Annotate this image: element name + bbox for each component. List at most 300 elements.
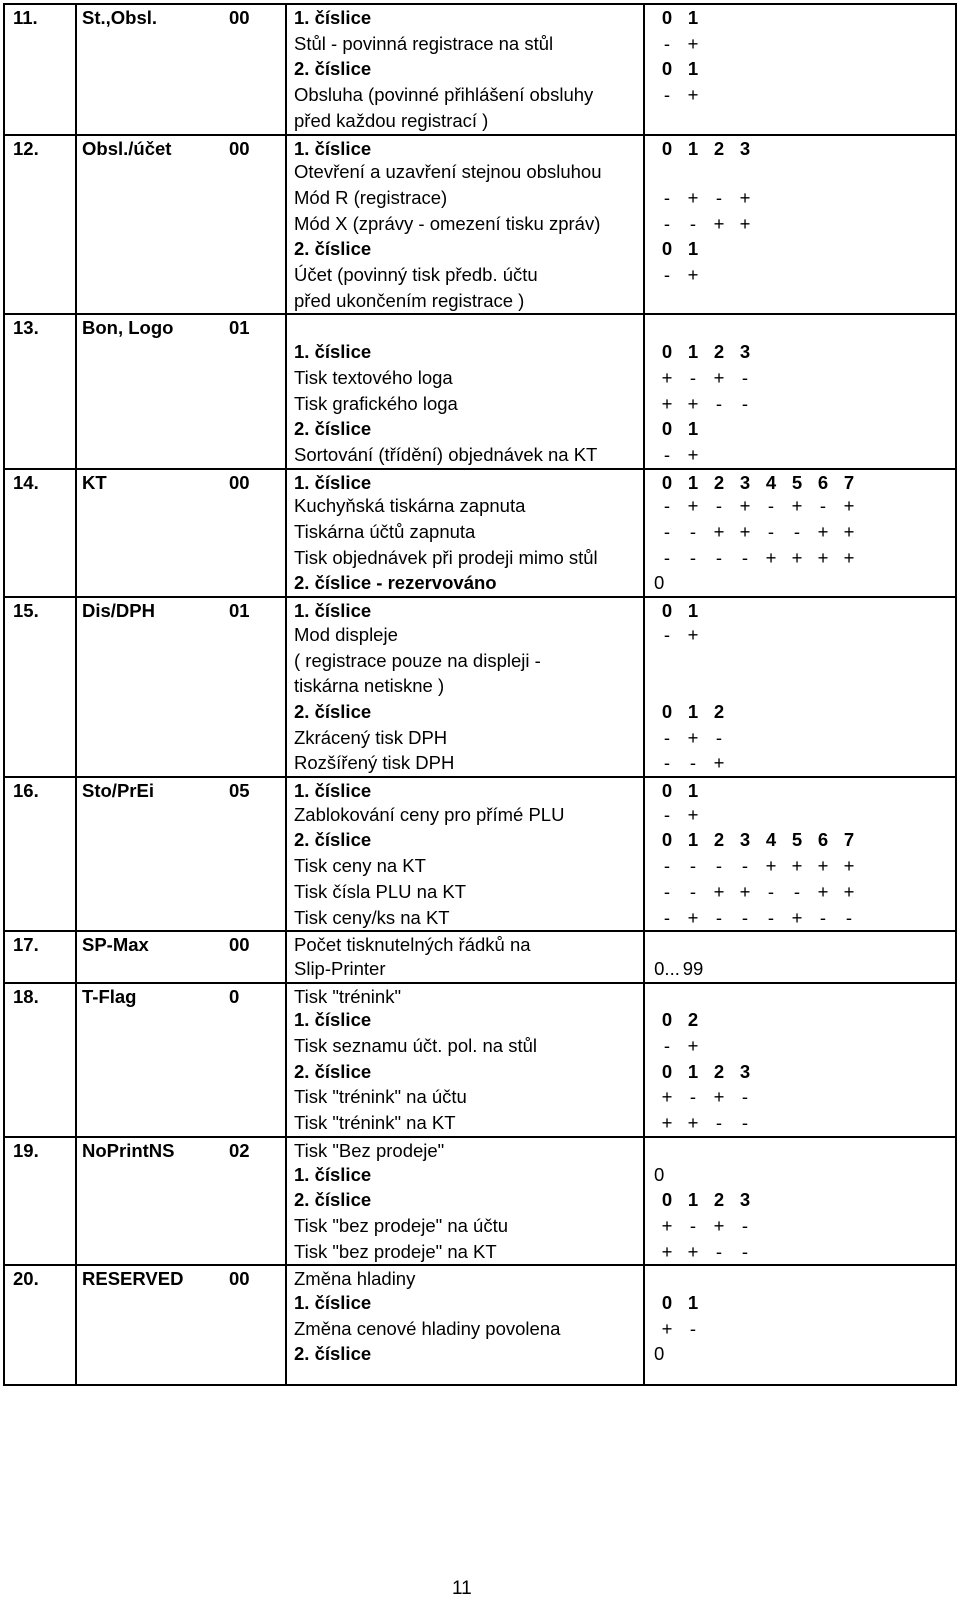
value-token: +: [687, 1035, 699, 1056]
value-token: -: [767, 906, 775, 928]
value-token: +: [687, 443, 699, 465]
value-token: 0: [661, 829, 673, 851]
value-token: 1: [687, 238, 699, 260]
setting-description: 1. číslice: [294, 600, 372, 622]
setting-description: 1. číslice: [294, 341, 372, 363]
setting-description: Mód R (registrace): [294, 186, 448, 208]
value-token: 2: [713, 1189, 725, 1211]
setting-number: [13, 905, 49, 931]
setting-description: Tisk textového loga: [294, 366, 453, 388]
value-token: +: [739, 880, 751, 902]
setting-number: 15.: [13, 600, 39, 622]
setting-name: Obsl./účet: [82, 137, 172, 159]
value-token: +: [713, 1214, 725, 1236]
value-token: -: [715, 495, 723, 517]
table-row: [5, 725, 955, 751]
setting-number: [13, 648, 49, 674]
setting-values: [654, 1290, 706, 1316]
value-token: -: [689, 546, 697, 568]
setting-values: [654, 1084, 758, 1110]
setting-name: KT: [82, 471, 107, 493]
setting-number: [13, 802, 49, 828]
value-token: +: [713, 880, 725, 902]
value-token: -: [689, 212, 697, 234]
value-token: +: [739, 495, 751, 517]
setting-description: 2. číslice: [294, 1189, 372, 1211]
setting-number: [13, 56, 49, 82]
table-row: [5, 1290, 955, 1316]
table-row: [5, 31, 955, 57]
value-token: 1: [687, 829, 699, 851]
setting-description: Tisk "trénink" na KT: [294, 1112, 456, 1134]
setting-description: Mod displeje: [294, 623, 398, 645]
value-token: -: [663, 803, 671, 825]
setting-number: [13, 339, 49, 365]
value-token: -: [741, 546, 749, 568]
setting-description: Sortování (třídění) objednávek na KT: [294, 443, 598, 465]
setting-code: 01: [229, 600, 250, 622]
value-token: +: [739, 521, 751, 542]
setting-values: [654, 750, 732, 776]
value-token: -: [715, 855, 723, 877]
setting-description: 2. číslice: [294, 238, 372, 260]
value-token: +: [687, 32, 699, 54]
table-row: [5, 1033, 955, 1059]
setting-description: před ukončením registrace ): [294, 289, 525, 311]
setting-description: Změna cenové hladiny povolena: [294, 1317, 561, 1339]
setting-values: [654, 1110, 758, 1136]
table-row: [5, 570, 955, 596]
value-token: +: [687, 264, 699, 285]
table-row: [5, 648, 955, 674]
settings-table: [3, 3, 957, 1386]
setting-number: [13, 622, 49, 648]
setting-number: [13, 493, 49, 519]
setting-code: 00: [229, 7, 250, 28]
table-row: [5, 211, 955, 237]
value-token: +: [661, 1240, 673, 1262]
value-token: 2: [713, 471, 725, 493]
value-token: 0: [661, 1060, 673, 1082]
value-token: 0: [661, 418, 673, 440]
value-token: 0: [661, 1292, 673, 1313]
setting-values: [654, 545, 862, 571]
table-row: [5, 776, 955, 802]
table-row: [5, 262, 955, 288]
table-row: [5, 750, 955, 776]
value-token: -: [793, 880, 801, 902]
value-token: +: [817, 521, 829, 542]
value-token: +: [791, 855, 803, 877]
setting-number: [13, 391, 49, 417]
value-token: 5: [791, 471, 803, 493]
setting-values: [654, 905, 862, 931]
value-token: +: [791, 906, 803, 928]
value-token: -: [741, 855, 749, 877]
value-token: 1: [687, 471, 699, 493]
value-token: -: [741, 1112, 749, 1134]
value-token: +: [765, 855, 777, 877]
table-row: [5, 1059, 955, 1085]
value-token: 6: [817, 829, 829, 851]
value-token: 1: [687, 1292, 699, 1313]
value-token: +: [843, 855, 855, 877]
value-token: +: [713, 752, 725, 774]
value-token: 3: [739, 341, 751, 363]
value-token: +: [687, 623, 699, 645]
setting-description: 1. číslice: [294, 1292, 372, 1313]
setting-values: [654, 853, 862, 879]
value-token: 7: [843, 829, 855, 851]
value-token: -: [819, 495, 827, 517]
setting-number: [13, 1239, 49, 1265]
value-token: -: [663, 521, 671, 542]
table-row: [5, 56, 955, 82]
value-token: -: [741, 1214, 749, 1236]
value-token: 1: [687, 58, 699, 80]
setting-number: 11.: [13, 7, 38, 28]
setting-number: [13, 108, 49, 134]
table-row: [5, 596, 955, 622]
value-token: +: [687, 392, 699, 414]
setting-values: [654, 827, 862, 853]
value-token: -: [689, 521, 697, 542]
value-token: +: [713, 1086, 725, 1108]
value-token: 3: [739, 137, 751, 159]
table-row: [5, 1316, 955, 1342]
value-token: +: [791, 495, 803, 517]
table-row: [5, 1264, 955, 1290]
setting-values: 0: [654, 1343, 665, 1365]
setting-description: 2. číslice: [294, 829, 372, 851]
setting-values: [654, 391, 758, 417]
table-row: [5, 416, 955, 442]
value-token: -: [715, 1240, 723, 1262]
setting-number: 14.: [13, 471, 39, 493]
value-token: +: [687, 495, 699, 517]
setting-values: [654, 1316, 706, 1342]
setting-number: [13, 699, 49, 725]
table-row: [5, 468, 955, 494]
setting-number: [13, 236, 49, 262]
setting-description: Tisk "trénink": [294, 985, 402, 1007]
value-token: -: [793, 521, 801, 542]
value-token: 1: [687, 137, 699, 159]
setting-number: 18.: [13, 985, 39, 1007]
value-token: 6: [817, 471, 829, 493]
value-token: +: [739, 186, 751, 208]
value-token: -: [663, 906, 671, 928]
table-row: [5, 956, 955, 982]
setting-values: [654, 956, 706, 982]
value-token: 0: [661, 1189, 673, 1211]
setting-number: [13, 570, 49, 596]
setting-description: Tisk ceny/ks na KT: [294, 906, 450, 928]
setting-code: 01: [229, 317, 250, 339]
value-token: 0: [661, 700, 673, 722]
value-token: +: [687, 84, 699, 106]
setting-description: Zkrácený tisk DPH: [294, 726, 448, 748]
value-token: +: [713, 521, 725, 542]
setting-code: 00: [229, 137, 250, 159]
setting-description: Rozšířený tisk DPH: [294, 752, 455, 774]
setting-values: 0: [654, 1163, 665, 1185]
setting-values: [654, 519, 862, 545]
value-token: 0: [661, 471, 673, 493]
setting-number: [13, 956, 49, 982]
value-token: +: [843, 495, 855, 517]
table-row: [5, 827, 955, 853]
table-row: [5, 699, 955, 725]
value-token: -: [819, 906, 827, 928]
value-token: 2: [687, 1009, 699, 1031]
table-row: [5, 1239, 955, 1265]
setting-description: 1. číslice: [294, 1009, 372, 1031]
setting-name: RESERVED: [82, 1268, 184, 1290]
setting-number: [13, 1341, 49, 1367]
table-row: [5, 82, 955, 108]
setting-number: [13, 545, 49, 571]
setting-number: 19.: [13, 1139, 39, 1161]
value-token: 3: [739, 1060, 751, 1082]
value-token: 2: [713, 700, 725, 722]
table-row: [5, 545, 955, 571]
value-token: -: [715, 186, 723, 208]
setting-number: [13, 853, 49, 879]
setting-description: Otevření a uzavření stejnou obsluhou: [294, 161, 602, 183]
value-token: 0: [661, 238, 673, 260]
setting-description: 2. číslice: [294, 58, 372, 80]
table-row: [5, 159, 955, 185]
value-token: 2: [713, 1060, 725, 1082]
setting-number: 20.: [13, 1268, 39, 1290]
page-number: 11: [452, 1578, 472, 1599]
setting-values: [654, 185, 758, 211]
setting-description: 2. číslice - rezervováno: [294, 572, 497, 594]
setting-number: [13, 31, 49, 57]
setting-description: Stůl - povinná registrace na stůl: [294, 32, 554, 54]
value-token: 3: [739, 829, 751, 851]
value-token: 1: [687, 341, 699, 363]
setting-values: [654, 1187, 758, 1213]
setting-values: [654, 493, 862, 519]
setting-values: [654, 879, 862, 905]
setting-number: [13, 519, 49, 545]
value-token: 5: [791, 829, 803, 851]
setting-description: 1. číslice: [294, 137, 372, 159]
value-token: +: [843, 521, 855, 542]
value-token: 4: [765, 829, 777, 851]
setting-description: Účet (povinný tisk předb. účtu: [294, 264, 538, 285]
setting-values: [654, 1239, 758, 1265]
value-token: -: [741, 366, 749, 388]
value-token: 1: [687, 7, 699, 28]
table-row: [5, 1341, 955, 1367]
value-token: -: [663, 84, 671, 106]
value-token: +: [661, 1086, 673, 1108]
setting-description: Počet tisknutelných řádků na: [294, 934, 531, 956]
value-token: 3: [739, 1189, 751, 1211]
table-row: [5, 339, 955, 365]
value-token: +: [661, 1317, 673, 1339]
value-token: -: [663, 623, 671, 645]
setting-description: Tisk "trénink" na účtu: [294, 1086, 467, 1108]
value-token: -: [689, 880, 697, 902]
setting-number: [13, 1033, 49, 1059]
setting-description: Slip-Printer: [294, 957, 386, 979]
value-token: +: [687, 186, 699, 208]
setting-number: 13.: [13, 317, 39, 339]
value-token: 0: [661, 7, 673, 28]
setting-name: Bon, Logo: [82, 317, 174, 339]
value-token: -: [663, 212, 671, 234]
value-token: +: [817, 855, 829, 877]
value-token: 0: [661, 600, 673, 622]
setting-description: Zablokování ceny pro přímé PLU: [294, 803, 565, 825]
setting-number: [13, 1084, 49, 1110]
value-token: -: [663, 32, 671, 54]
value-token: 4: [765, 471, 777, 493]
setting-description: 1. číslice: [294, 1163, 372, 1185]
value-token: -: [663, 880, 671, 902]
value-token: -: [689, 1317, 697, 1339]
setting-description: Tiskárna účtů zapnuta: [294, 521, 476, 542]
value-token: +: [843, 546, 855, 568]
value-token: +: [687, 726, 699, 748]
table-row: [5, 493, 955, 519]
setting-number: [13, 827, 49, 853]
table-row: [5, 905, 955, 931]
setting-description: ( registrace pouze na displeji -: [294, 649, 541, 671]
setting-description: 2. číslice: [294, 1060, 372, 1082]
value-token: +: [687, 1112, 699, 1134]
value-token: -: [663, 546, 671, 568]
setting-number: [13, 879, 49, 905]
setting-code: 00: [229, 934, 250, 956]
setting-values: [654, 699, 732, 725]
table-row: [5, 5, 955, 31]
setting-number: [13, 365, 49, 391]
value-token: 0: [661, 137, 673, 159]
setting-description: Tisk "bez prodeje" na KT: [294, 1240, 497, 1262]
value-token: 0: [661, 341, 673, 363]
setting-number: [13, 1290, 49, 1316]
value-token: +: [661, 392, 673, 414]
value-token: 1: [687, 600, 699, 622]
setting-description: Tisk ceny na KT: [294, 855, 426, 877]
value-token: +: [687, 906, 699, 928]
setting-number: [13, 185, 49, 211]
setting-description: 2. číslice: [294, 1343, 372, 1365]
value-token: -: [767, 880, 775, 902]
setting-code: 05: [229, 780, 250, 801]
value-token: -: [715, 392, 723, 414]
setting-description: Tisk grafického loga: [294, 392, 458, 414]
setting-name: SP-Max: [82, 934, 149, 956]
value-token: -: [715, 546, 723, 568]
value-token: +: [687, 1240, 699, 1262]
value-token: 1: [687, 1189, 699, 1211]
value-token: -: [715, 726, 723, 748]
table-row: [5, 391, 955, 417]
value-token: 2: [713, 137, 725, 159]
setting-description: 2. číslice: [294, 418, 372, 440]
value-token: 0...: [654, 957, 680, 979]
value-token: +: [817, 880, 829, 902]
setting-name: NoPrintNS: [82, 1139, 175, 1161]
value-token: +: [661, 1214, 673, 1236]
setting-number: [13, 1316, 49, 1342]
table-row: [5, 519, 955, 545]
setting-values: [654, 236, 706, 262]
setting-description: Tisk čísla PLU na KT: [294, 880, 467, 902]
setting-name: Sto/PrEi: [82, 780, 154, 801]
setting-description: Tisk seznamu účt. pol. na stůl: [294, 1035, 538, 1056]
value-token: -: [741, 1240, 749, 1262]
value-token: -: [663, 186, 671, 208]
value-token: -: [741, 392, 749, 414]
setting-description: Tisk objednávek při prodeji mimo stůl: [294, 546, 598, 568]
value-token: 0: [661, 58, 673, 80]
table-row: [5, 134, 955, 160]
table-row: [5, 108, 955, 134]
setting-values: [654, 82, 706, 108]
setting-code: 0: [229, 985, 240, 1007]
value-token: -: [767, 495, 775, 517]
setting-description: Tisk "Bez prodeje": [294, 1139, 445, 1161]
value-token: +: [765, 546, 777, 568]
setting-number: [13, 673, 49, 699]
setting-values: [654, 211, 758, 237]
setting-number: [13, 288, 49, 314]
value-token: -: [741, 1086, 749, 1108]
value-token: +: [817, 546, 829, 568]
setting-values: [654, 622, 706, 648]
table-row: [5, 1007, 955, 1033]
value-token: -: [689, 1086, 697, 1108]
value-token: 3: [739, 471, 751, 493]
table-row: [5, 288, 955, 314]
setting-name: St.,Obsl.: [82, 7, 158, 28]
setting-values: [654, 31, 706, 57]
table-row: [5, 1213, 955, 1239]
setting-code: 00: [229, 471, 250, 493]
value-token: 0: [661, 780, 673, 801]
setting-values: [654, 1059, 758, 1085]
table-row: [5, 1187, 955, 1213]
setting-description: Tisk "bez prodeje" na účtu: [294, 1214, 509, 1236]
value-token: -: [663, 264, 671, 285]
table-row: [5, 982, 955, 1008]
setting-number: [13, 725, 49, 751]
setting-number: [13, 159, 49, 185]
value-token: -: [663, 443, 671, 465]
setting-number: 12.: [13, 137, 39, 159]
value-token: -: [663, 726, 671, 748]
setting-number: [13, 211, 49, 237]
setting-values: [654, 136, 758, 162]
setting-description: Mód X (zprávy - omezení tisku zpráv): [294, 212, 601, 234]
value-token: +: [843, 880, 855, 902]
value-token: -: [663, 752, 671, 774]
value-token: -: [689, 1214, 697, 1236]
table-row: [5, 853, 955, 879]
setting-values: [654, 725, 732, 751]
setting-description: Obsluha (povinné přihlášení obsluhy: [294, 84, 594, 106]
setting-values: [654, 1007, 706, 1033]
value-token: -: [689, 855, 697, 877]
table-row: [5, 879, 955, 905]
